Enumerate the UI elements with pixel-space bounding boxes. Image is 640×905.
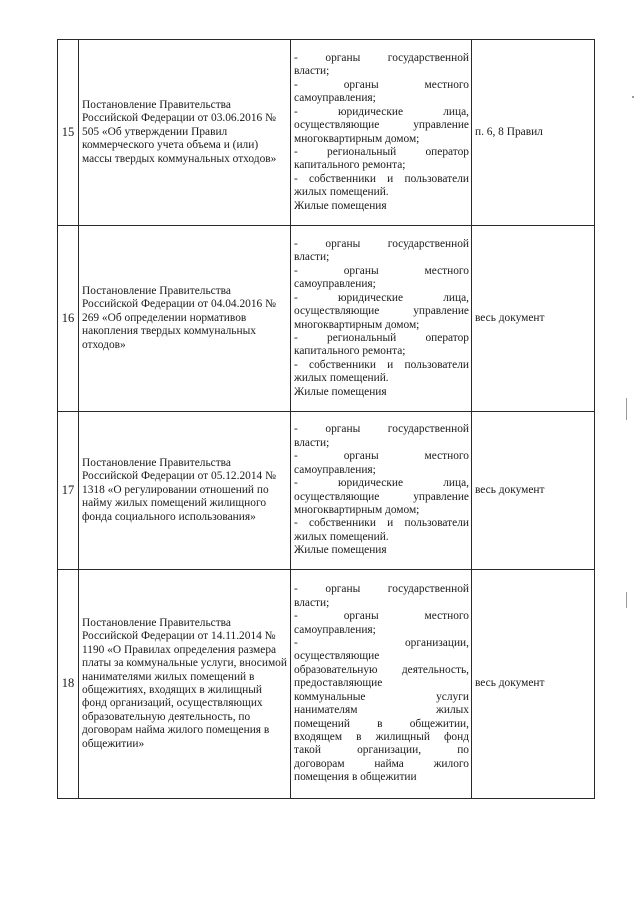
table-row xyxy=(58,412,595,570)
subject-line: Жилые помещения xyxy=(294,544,387,557)
subject-line: - органы государственной xyxy=(294,423,469,436)
subject-line: - органы государственной xyxy=(294,238,469,251)
document-cell: Постановление Правительства Российской Федерации от 05.12.2014 № 1318 «О регулировании отношений по найму жилых помещений жилищного фонда социального использования» xyxy=(79,412,291,570)
scan-mark xyxy=(632,96,634,98)
document-cell: Постановление Правительства Российской Федерации от 04.04.2016 № 269 «Об определении нормативов накопления твердых коммунальных отходов» xyxy=(79,226,291,412)
requirements-cell: весь документ xyxy=(472,226,595,412)
subject-line: Жилые помещения xyxy=(294,385,387,398)
subject-line: - органы местного xyxy=(294,264,469,277)
row-number: 16 xyxy=(58,226,79,412)
document-cell: Постановление Правительства Российской Федерации от 14.11.2014 № 1190 «О Правилах определения размера платы за коммунальные услуги, вносимой нанимателями жилых помещений в общежитиях, входящих в жилищный фонд организаций, осуществляющих образовательную деятельность, по договорам найма жилого помещения в общежитии» xyxy=(79,570,291,799)
subject-line: самоуправления; xyxy=(294,463,376,476)
subject-line: нанимателям жилых xyxy=(294,704,469,717)
subject-line: образовательную деятельность, xyxy=(294,663,469,676)
subject-line: жилых помещений. xyxy=(294,372,389,385)
subject-line: - юридические лица, xyxy=(294,291,469,304)
subject-line: Жилые помещения xyxy=(294,199,387,212)
scan-mark xyxy=(626,592,627,608)
subject-line: жилых помещений. xyxy=(294,186,389,199)
subject-line: власти; xyxy=(294,65,330,78)
subject-line: коммунальные услуги xyxy=(294,690,469,703)
subject-line: помещений в общежитии, xyxy=(294,717,469,730)
subject-line: самоуправления; xyxy=(294,278,376,291)
subject-line: - региональный оператор xyxy=(294,145,469,158)
subject-line: самоуправления; xyxy=(294,623,376,636)
row-number: 17 xyxy=(58,412,79,570)
subject-line: - органы местного xyxy=(294,450,469,463)
subject-line: - организации, xyxy=(294,637,469,650)
subject-line: помещения в общежитии xyxy=(294,771,417,784)
subject-line: - региональный оператор xyxy=(294,331,469,344)
subject-line: самоуправления; xyxy=(294,92,376,105)
table-body xyxy=(58,40,595,799)
subject-line: такой организации, по xyxy=(294,744,469,757)
subject-line: - органы государственной xyxy=(294,52,469,65)
subject-line: договорам найма жилого xyxy=(294,757,469,770)
subjects-cell xyxy=(291,412,472,570)
row-number: 15 xyxy=(58,40,79,226)
subject-line: - собственники и пользователи xyxy=(294,172,469,185)
subjects-cell xyxy=(291,40,472,226)
subject-line: - собственники и пользователи xyxy=(294,358,469,371)
subject-line: капитального ремонта; xyxy=(294,159,406,172)
row-number: 18 xyxy=(58,570,79,799)
document-cell: Постановление Правительства Российской Федерации от 03.06.2016 № 505 «Об утверждении Правил коммерческого учета объема и (или) массы твердых коммунальных отходов» xyxy=(79,40,291,226)
subject-line: многоквартирным домом; xyxy=(294,318,420,331)
subject-line: входящем в жилищный фонд xyxy=(294,730,469,743)
subject-line: - собственники и пользователи xyxy=(294,517,469,530)
subject-line: - органы государственной xyxy=(294,583,469,596)
subject-line: жилых помещений. xyxy=(294,530,389,543)
subjects-cell xyxy=(291,570,472,799)
table-row xyxy=(58,570,595,799)
subject-line: многоквартирным домом; xyxy=(294,503,420,516)
subject-line: власти; xyxy=(294,436,330,449)
subject-line: - органы местного xyxy=(294,610,469,623)
requirements-cell: весь документ xyxy=(472,412,595,570)
subject-line: осуществляющие управление xyxy=(294,119,469,132)
subject-line: осуществляющие управление xyxy=(294,305,469,318)
requirements-cell: весь документ xyxy=(472,570,595,799)
subject-line: власти; xyxy=(294,251,330,264)
table-row xyxy=(58,226,595,412)
subject-line: капитального ремонта; xyxy=(294,345,406,358)
subject-line: многоквартирным домом; xyxy=(294,132,420,145)
subject-line: предоставляющие xyxy=(294,677,383,690)
subject-line: осуществляющие управление xyxy=(294,490,469,503)
table-row xyxy=(58,40,595,226)
regulations-table xyxy=(57,39,595,799)
subject-line: осуществляющие xyxy=(294,650,380,663)
subject-line: - юридические лица, xyxy=(294,477,469,490)
subject-line: власти; xyxy=(294,596,330,609)
scan-mark xyxy=(626,398,627,420)
subject-line: - юридические лица, xyxy=(294,105,469,118)
requirements-cell: п. 6, 8 Правил xyxy=(472,40,595,226)
subjects-cell xyxy=(291,226,472,412)
subject-line: - органы местного xyxy=(294,78,469,91)
